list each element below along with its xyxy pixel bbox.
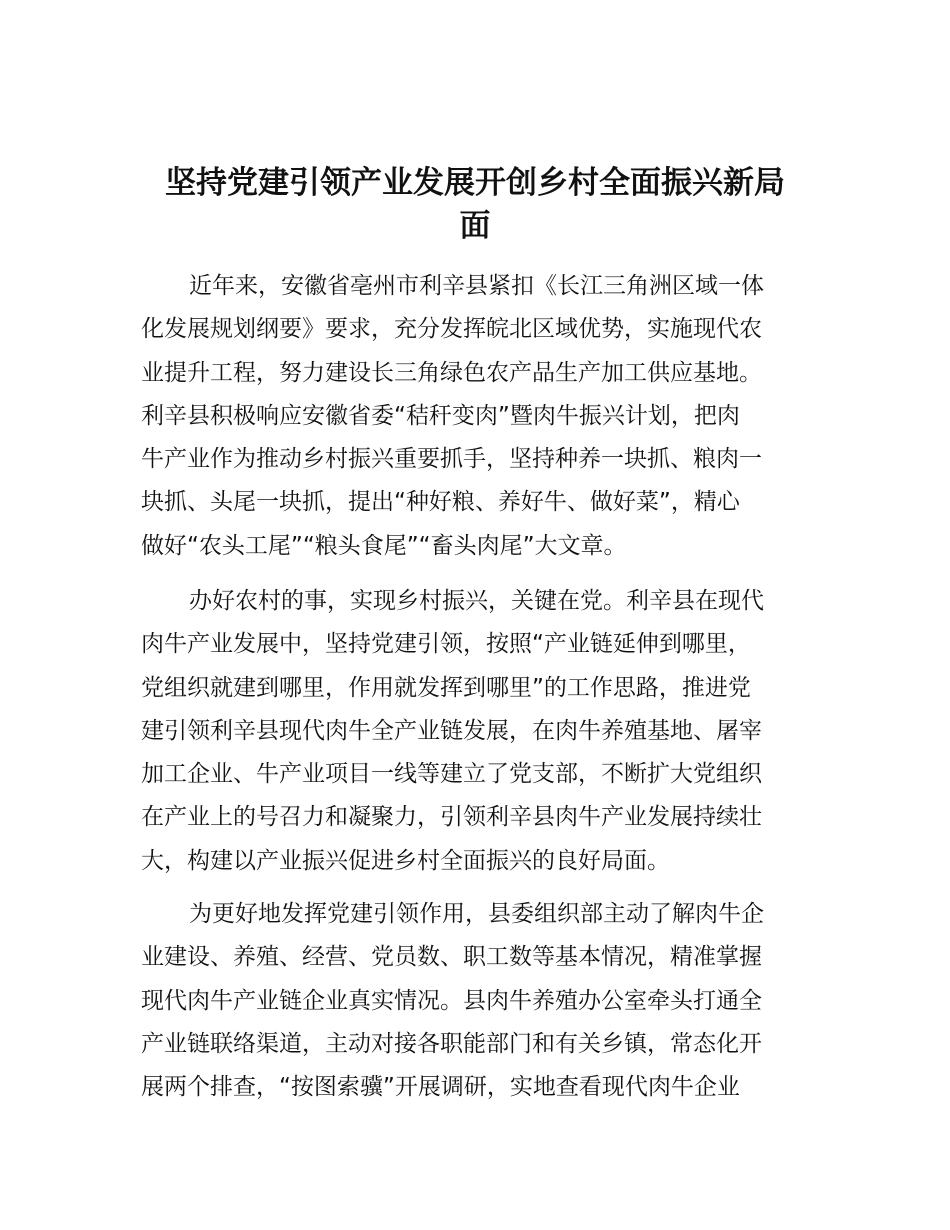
text-line: 近年来，安徽省亳州市利辛县紧扣《长江三角洲区域一体 xyxy=(189,273,764,299)
text-line: 为更好地发挥党建引领作用，县委组织部主动了解肉牛企 xyxy=(189,901,764,927)
text-line: 业提升工程，努力建设长三角绿色农产品生产加工供应基地。 xyxy=(141,359,762,386)
text-line: 党组织就建到哪里，作用就发挥到哪里”的工作思路，推进党 xyxy=(141,674,751,701)
document-title xyxy=(140,162,810,248)
paragraph-3 xyxy=(141,893,813,1109)
text-line: 在产业上的号召力和凝聚力，引领利辛县肉牛产业发展持续壮 xyxy=(141,804,762,831)
text-line: 化发展规划纲要》要求，充分发挥皖北区域优势，实施现代农 xyxy=(141,316,762,343)
title-line: 坚持党建引领产业发展开创乡村全面振兴新局 xyxy=(165,165,785,201)
text-line: 现代肉牛产业链企业真实情况。县肉牛养殖办公室牵头打通全 xyxy=(141,987,762,1014)
text-line: 块抓、头尾一块抓，提出“种好粮、养好牛、做好菜”，精心 xyxy=(141,489,740,516)
text-line: 加工企业、牛产业项目一线等建立了党支部，不断扩大党组织 xyxy=(141,761,762,788)
paragraph-2 xyxy=(141,580,813,883)
text-line: 展两个排查，“按图索骥”开展调研，实地查看现代肉牛企业 xyxy=(141,1074,740,1101)
text-line: 做好“农头工尾”“粮头食尾”“畜头肉尾”大文章。 xyxy=(141,532,627,559)
text-line: 肉牛产业发展中，坚持党建引领，按照“产业链延伸到哪里， xyxy=(141,631,751,658)
text-line: 牛产业作为推动乡村振兴重要抓手，坚持种养一块抓、粮肉一 xyxy=(141,446,762,473)
text-line: 利辛县积极响应安徽省委“秸秆变肉”暨肉牛振兴计划，把肉 xyxy=(141,402,740,429)
text-line: 产业链联络渠道，主动对接各职能部门和有关乡镇，常态化开 xyxy=(141,1030,762,1057)
text-line: 业建设、养殖、经营、党员数、职工数等基本情况，精准掌握 xyxy=(141,944,762,971)
paragraph-1 xyxy=(141,265,813,568)
text-line: 大，构建以产业振兴促进乡村全面振兴的良好局面。 xyxy=(141,847,670,874)
text-line: 办好农村的事，实现乡村振兴，关键在党。利辛县在现代 xyxy=(189,588,764,614)
text-line: 建引领利辛县现代肉牛全产业链发展，在肉牛养殖基地、屠宰 xyxy=(141,717,762,744)
title-line: 面 xyxy=(459,208,491,244)
